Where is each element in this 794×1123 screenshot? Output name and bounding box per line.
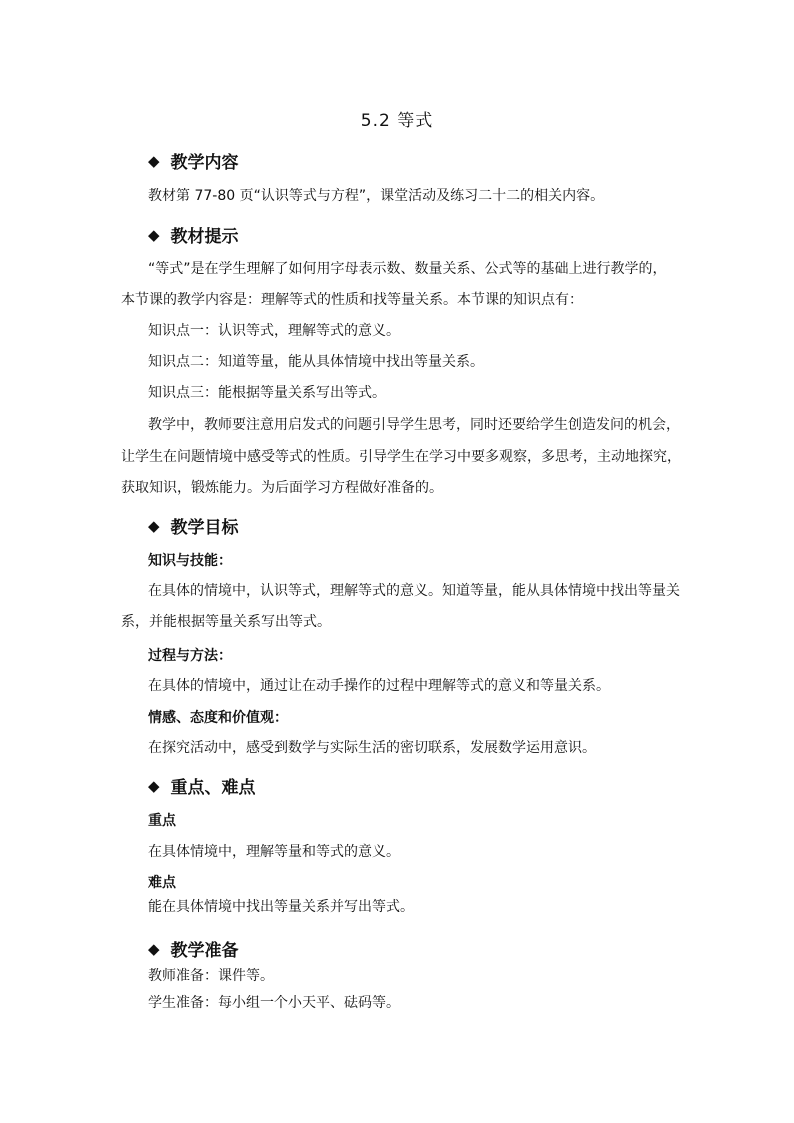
diamond-bullet-icon: ◆ <box>148 225 160 244</box>
goals-text-line: 在探究活动中，感受到数学与实际生活的密切联系，发展数学运用意识。 <box>148 740 596 756</box>
hints-paragraph-line: 本节课的教学内容是：理解等式的性质和找等量关系。本节课的知识点有： <box>121 292 583 308</box>
goals-text-line: 在具体的情境中，认识等式，理解等式的意义。知道等量，能从具体情境中找出等量关 <box>148 583 680 599</box>
hints-paragraph-line: 获取知识，锻炼能力。为后面学习方程做好准备的。 <box>121 480 443 496</box>
diamond-bullet-icon: ◆ <box>148 516 160 535</box>
heading-label: 教学目标 <box>170 518 239 538</box>
knowledge-point-1: 知识点一：认识等式，理解等式的意义。 <box>148 323 400 339</box>
subheading-process-method: 过程与方法： <box>148 648 232 664</box>
goals-text-line: 在具体的情境中，通过让在动手操作的过程中理解等式的意义和等量关系。 <box>148 678 610 694</box>
subheading-knowledge-skills: 知识与技能： <box>148 553 232 569</box>
diamond-bullet-icon: ◆ <box>148 939 160 958</box>
hints-paragraph-line: 教学中，教师要注意用启发式的问题引导学生思考，同时还要给学生创造发问的机会， <box>148 417 680 433</box>
hints-paragraph-line: “等式”是在学生理解了如何用字母表示数、数量关系、公式等的基础上进行教学的， <box>148 261 667 277</box>
subheading-key-point: 重点 <box>148 813 176 829</box>
subheading-emotion-values: 情感、态度和价值观： <box>148 710 288 726</box>
content-text: 教材第 77-80 页“认识等式与方程”，课堂活动及练习二十二的相关内容。 <box>148 188 605 204</box>
heading-teaching-prep <box>148 936 239 961</box>
difficult-point-text: 能在具体情境中找出等量关系并写出等式。 <box>148 899 414 915</box>
diamond-bullet-icon: ◆ <box>148 776 160 795</box>
knowledge-point-3: 知识点三：能根据等量关系写出等式。 <box>148 385 386 401</box>
diamond-bullet-icon: ◆ <box>148 151 160 170</box>
subheading-difficult-point: 难点 <box>148 875 176 891</box>
heading-teaching-content <box>148 148 239 173</box>
heading-label: 教学准备 <box>170 941 239 961</box>
teacher-prep-text: 教师准备：课件等。 <box>148 968 274 984</box>
heading-label: 重点、难点 <box>170 778 256 798</box>
page-title: 5.2 等式 <box>360 111 434 131</box>
knowledge-point-2: 知识点二：知道等量，能从具体情境中找出等量关系。 <box>148 354 484 370</box>
key-point-text: 在具体情境中，理解等量和等式的意义。 <box>148 844 400 860</box>
heading-label: 教材提示 <box>170 227 239 247</box>
heading-teaching-goals <box>148 513 239 538</box>
goals-text-line: 系，并能根据等量关系写出等式。 <box>121 614 331 630</box>
heading-label: 教学内容 <box>170 153 239 173</box>
hints-paragraph-line: 让学生在问题情境中感受等式的性质。引导学生在学习中要多观察，多思考，主动地探究， <box>121 449 681 465</box>
heading-textbook-hints <box>148 222 239 247</box>
student-prep-text: 学生准备：每小组一个小天平、砝码等。 <box>148 995 400 1011</box>
heading-key-difficult <box>148 773 256 798</box>
